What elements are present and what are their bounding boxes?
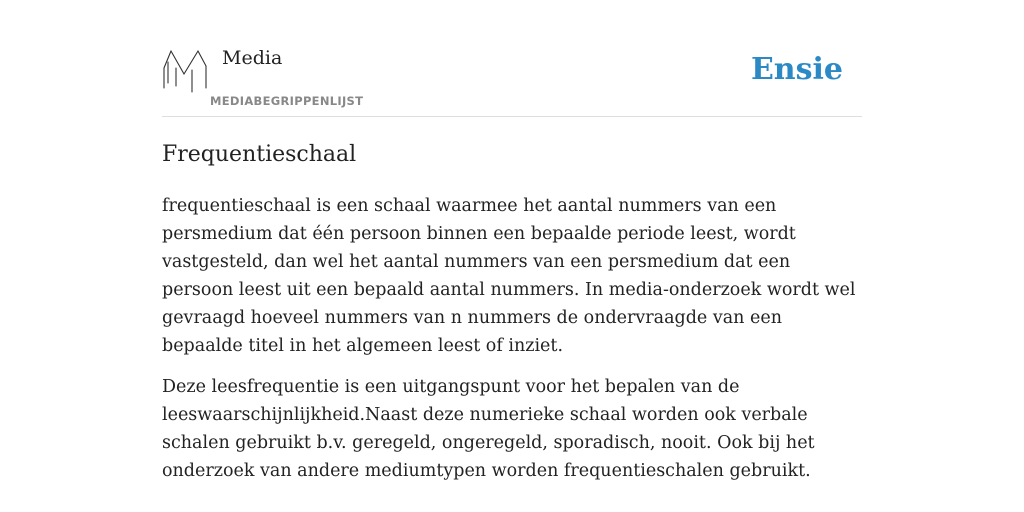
header [162, 44, 862, 117]
definition-body [162, 192, 862, 498]
source-subtitle[interactable]: MEDIABEGRIPPENLIJST [210, 94, 364, 108]
m-monogram-icon[interactable] [162, 48, 208, 94]
page-title: Frequentieschaal [162, 142, 357, 167]
definition-paragraph: frequentieschaal is een schaal waarmee het aantal nummers van een persmedium dat één persoon binnen een bepaalde periode leest, wordt vastgesteld, dan wel het aantal nummers van een persmedium dat een persoon leest uit een bepaald aantal nummers. In media-onderzoek wordt wel gevraagd hoeveel nummers van n nummers de ondervraagde van een bepaalde titel in het algemeen leest of inziet. [162, 196, 856, 356]
definition-paragraph: Deze leesfrequentie is een uitgangspunt voor het bepalen van de leeswaarschijnlijkheid.Naast deze numerieke schaal worden ook verbale schalen gebruikt b.v. geregeld, ongeregeld, sporadisch, nooit. Ook bij het onderzoek van andere mediumtypen worden frequentieschalen gebruikt. [162, 377, 815, 481]
source-name[interactable]: Media [222, 47, 283, 69]
brand-logo[interactable]: Ensie [750, 52, 843, 87]
